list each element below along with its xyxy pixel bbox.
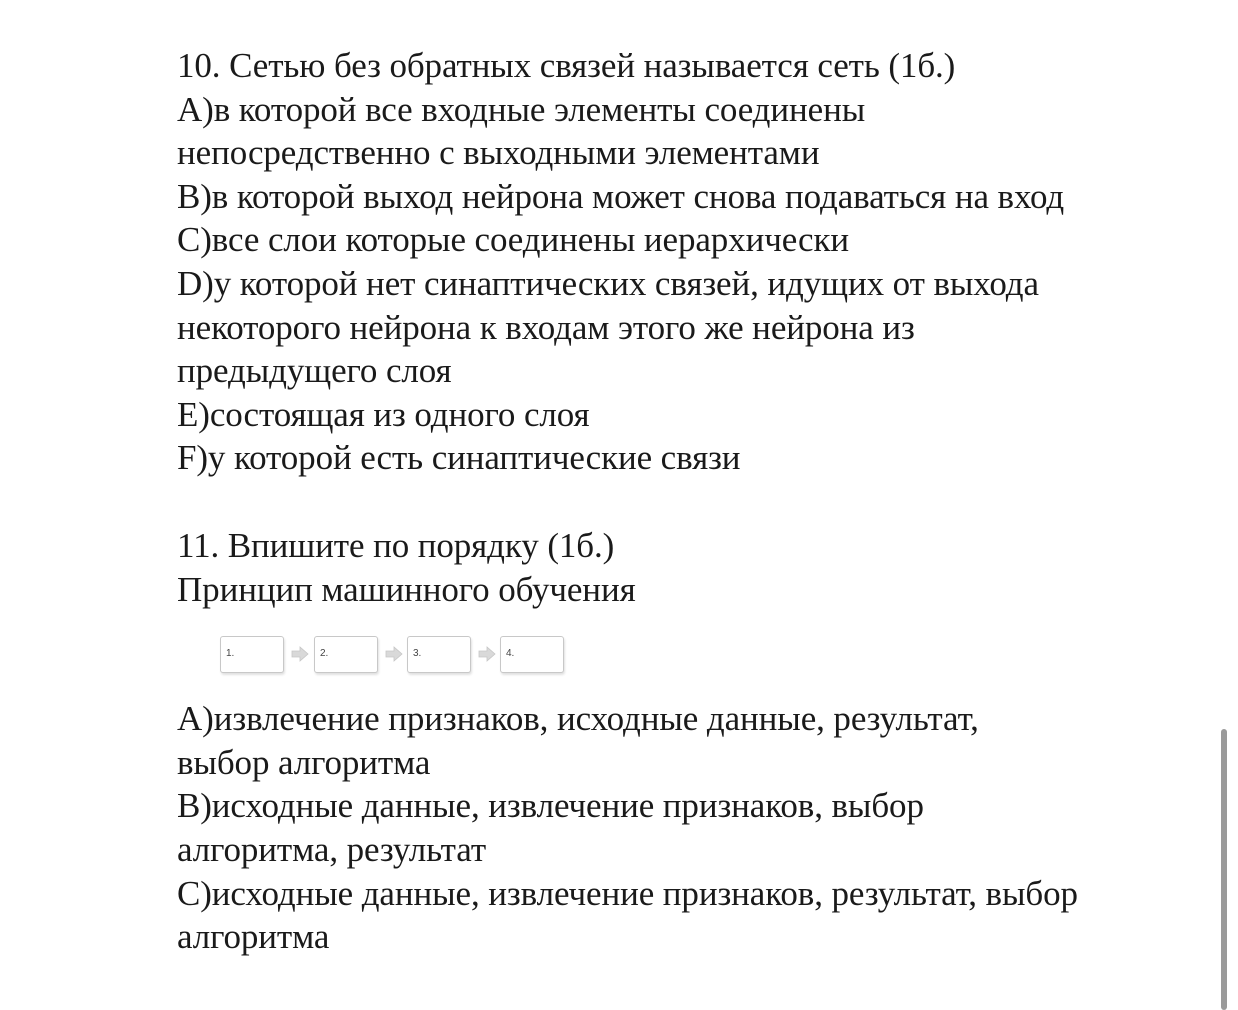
question-11-option-a-line-2: выбор алгоритма (177, 742, 431, 782)
arrow-right-icon (478, 646, 496, 662)
arrow-right-icon (385, 646, 403, 662)
question-11-subtitle: Принцип машинного обучения (177, 569, 636, 609)
question-10-option-b: В)в которой выход нейрона может снова подаваться на вход (177, 176, 1065, 216)
document-body (177, 44, 1177, 959)
flow-box-4-label: 4. (506, 648, 515, 660)
flow-box-2-label: 2. (320, 648, 329, 660)
section-spacer (177, 480, 1177, 524)
question-11-title: 11. Впишите по порядку (1б.) (177, 525, 615, 565)
arrow-right-icon (291, 646, 309, 662)
question-10-option-a-line-1: А)в которой все входные элементы соединены (177, 89, 866, 129)
vertical-scrollbar[interactable] (1221, 729, 1227, 1010)
question-11-option-c-line-2: алгоритма (177, 917, 330, 957)
question-10-option-d-line-2: некоторого нейрона к входам этого же нейрона из (177, 307, 915, 347)
flow-box-1-label: 1. (226, 648, 235, 660)
flow-box-3-label: 3. (413, 648, 422, 660)
question-11-option-c-line-1: С)исходные данные, извлечение признаков, результат, выбор (177, 873, 1078, 913)
question-10-option-a-line-2: непосредственно с выходными элементами (177, 133, 820, 173)
question-11-option-b-line-1: В)исходные данные, извлечение признаков, выбор (177, 786, 924, 826)
question-10-option-f: F)у которой есть синаптические связи (177, 438, 741, 478)
question-10-option-e: Е)состоящая из одного слоя (177, 394, 590, 434)
question-10-title: 10. Сетью без обратных связей называется сеть (1б.) (177, 46, 956, 85)
question-10-option-d-line-1: D)у которой нет синаптических связей, идущих от выхода (177, 263, 1039, 303)
question-10-option-c: С)все слои которые соединены иерархически (177, 220, 849, 260)
question-11-option-b-line-2: алгоритма, результат (177, 829, 487, 869)
flow-box-1 (220, 636, 284, 673)
question-11-option-a-line-1: А)извлечение признаков, исходные данные, результат, (177, 699, 979, 739)
ml-process-flow-diagram (177, 611, 1177, 697)
question-10-option-d-line-3: предыдущего слоя (177, 351, 452, 391)
flow-box-2 (314, 636, 378, 673)
flow-box-3 (407, 636, 471, 673)
flow-box-4 (500, 636, 564, 673)
